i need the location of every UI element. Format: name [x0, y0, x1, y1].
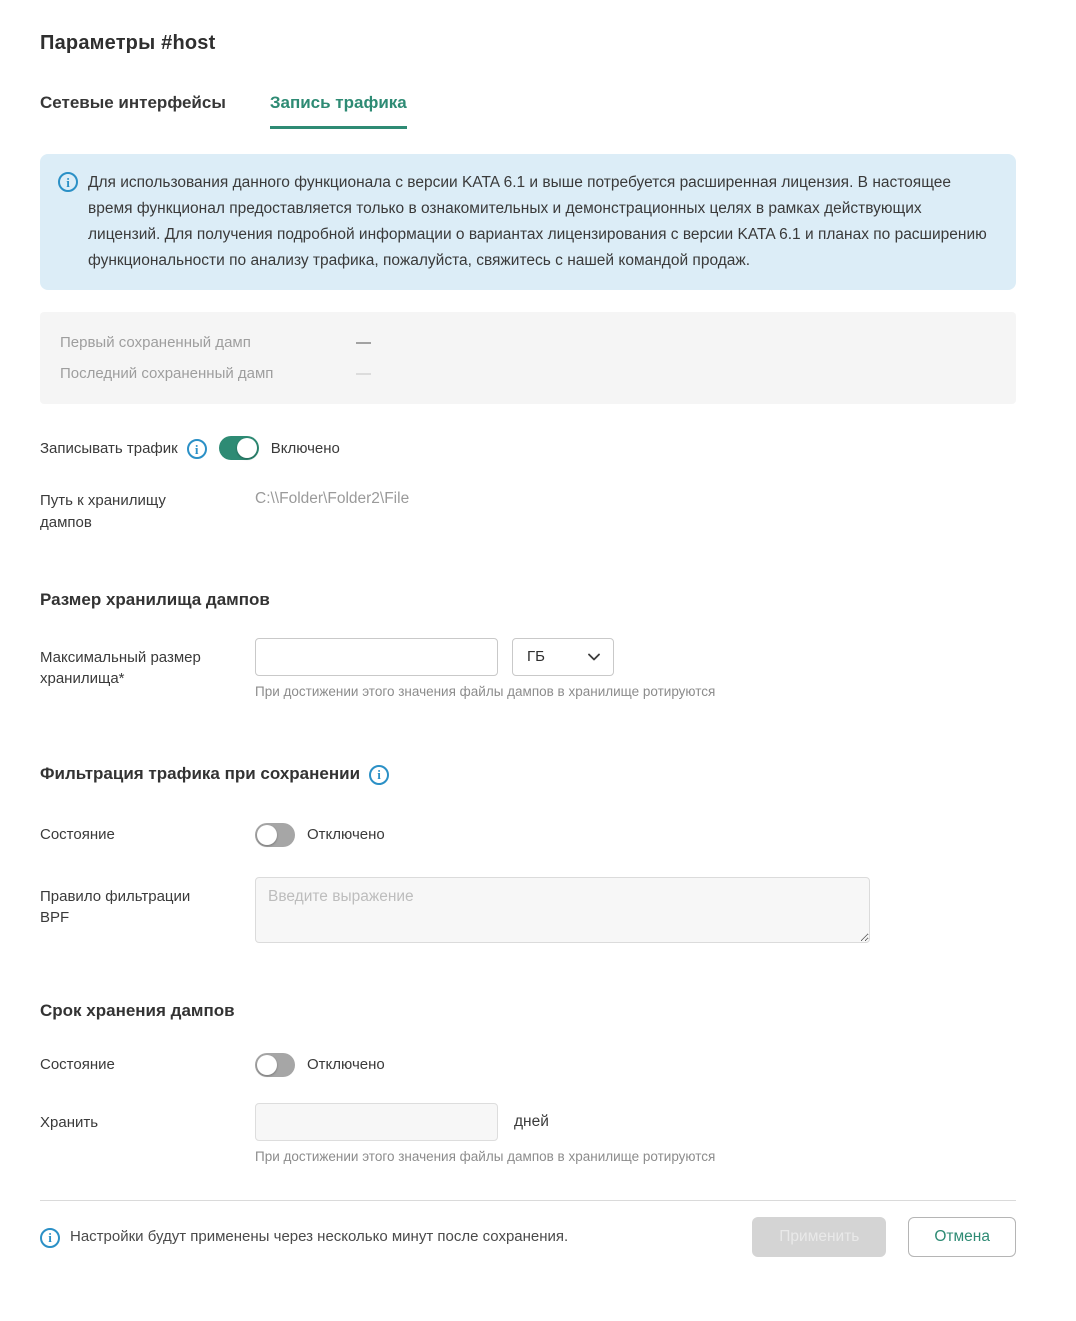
- filter-state-toggle[interactable]: [255, 823, 295, 847]
- footer-note: [40, 1226, 752, 1248]
- last-dump-value: —: [356, 365, 371, 382]
- first-dump-row: [60, 327, 996, 358]
- storage-size-heading-text: Размер хранилища дампов: [40, 589, 270, 609]
- record-traffic-label: Записывать трафик: [40, 439, 178, 457]
- keep-days-row: [40, 1103, 1016, 1164]
- license-notice: [40, 154, 1016, 290]
- storage-size-heading: [40, 590, 1016, 610]
- chevron-down-icon: [588, 653, 600, 661]
- license-notice-text: Для использования данного функционала с версии KATA 6.1 и выше потребуется расширенная лицензия. В настоящее время функционал предоставляется только в ознакомительных и демонстрационных целях в рамках действующих лицензий. Для получения подробной информации о вариантах лицензирования с версии KATA 6.1 и планах по расширению функциональности по анализу трафика, пожалуйста, свяжитесь с нашей командой продаж.: [88, 174, 987, 269]
- max-size-row: [40, 638, 1016, 699]
- traffic-filter-info-icon[interactable]: i: [369, 765, 389, 785]
- toggle-knob: [257, 1055, 277, 1075]
- storage-path-row: [40, 490, 1016, 534]
- filter-state-label: Состояние: [40, 825, 115, 843]
- toggle-knob: [257, 825, 277, 845]
- keep-days-controls: [255, 1103, 715, 1164]
- info-icon: i: [58, 172, 78, 192]
- page-title: Параметры #host: [40, 32, 216, 54]
- tab-network-interfaces[interactable]: Сетевые интерфейсы: [40, 93, 226, 112]
- record-traffic-state: Включено: [270, 439, 340, 457]
- first-dump-label: Первый сохраненный дамп: [60, 334, 251, 351]
- max-size-input[interactable]: [255, 638, 498, 676]
- record-traffic-row: [40, 436, 1016, 460]
- info-icon: i: [40, 1228, 60, 1248]
- keep-days-input[interactable]: [255, 1103, 498, 1141]
- bpf-rule-label: Правило фильтрации BPF: [40, 887, 191, 927]
- retention-state-toggle[interactable]: [255, 1053, 295, 1077]
- retention-heading-text: Срок хранения дампов: [40, 1000, 235, 1020]
- first-dump-value: —: [356, 334, 371, 351]
- filter-state-text: Отключено: [307, 826, 385, 843]
- retention-heading: [40, 1001, 1016, 1021]
- footer-note-text: Настройки будут применены через несколько минут после сохранения.: [70, 1228, 569, 1245]
- tab-bar: [40, 93, 1016, 130]
- last-dump-label: Последний сохраненный дамп: [60, 365, 274, 382]
- last-dump-row: [60, 358, 996, 389]
- apply-button[interactable]: Применить: [752, 1217, 886, 1257]
- unit-select[interactable]: [512, 638, 614, 676]
- max-size-controls: [255, 638, 715, 699]
- storage-path-label: Путь к хранилищу дампов: [40, 492, 166, 531]
- keep-days-unit: дней: [514, 1112, 549, 1130]
- tab-traffic-recording[interactable]: Запись трафика: [270, 93, 407, 129]
- footer: [40, 1201, 1016, 1257]
- bpf-rule-row: [40, 877, 1016, 943]
- bpf-rule-textarea[interactable]: [255, 877, 870, 943]
- max-size-label: Максимальный размер хранилища*: [40, 648, 201, 688]
- dump-summary-panel: [40, 312, 1016, 404]
- record-traffic-toggle[interactable]: [219, 436, 259, 460]
- toggle-knob: [237, 438, 257, 458]
- cancel-button[interactable]: Отмена: [908, 1217, 1016, 1257]
- storage-path-value: C:\\Folder\Folder2\File: [255, 490, 410, 507]
- keep-days-helper: При достижении этого значения файлы дампов в хранилище ротируются: [255, 1148, 716, 1164]
- keep-days-label: Хранить: [40, 1113, 99, 1131]
- record-traffic-info-icon[interactable]: i: [187, 439, 207, 459]
- max-size-helper: При достижении этого значения файлы дампов в хранилище ротируются: [255, 683, 716, 699]
- filter-state-row: [40, 823, 1016, 847]
- retention-state-row: [40, 1053, 1016, 1077]
- traffic-filter-heading: [40, 763, 1016, 785]
- retention-state-label: Состояние: [40, 1055, 115, 1073]
- unit-select-value: ГБ: [527, 648, 545, 665]
- retention-state-text: Отключено: [307, 1056, 385, 1073]
- traffic-filter-heading-text: Фильтрация трафика при сохранении: [40, 763, 361, 783]
